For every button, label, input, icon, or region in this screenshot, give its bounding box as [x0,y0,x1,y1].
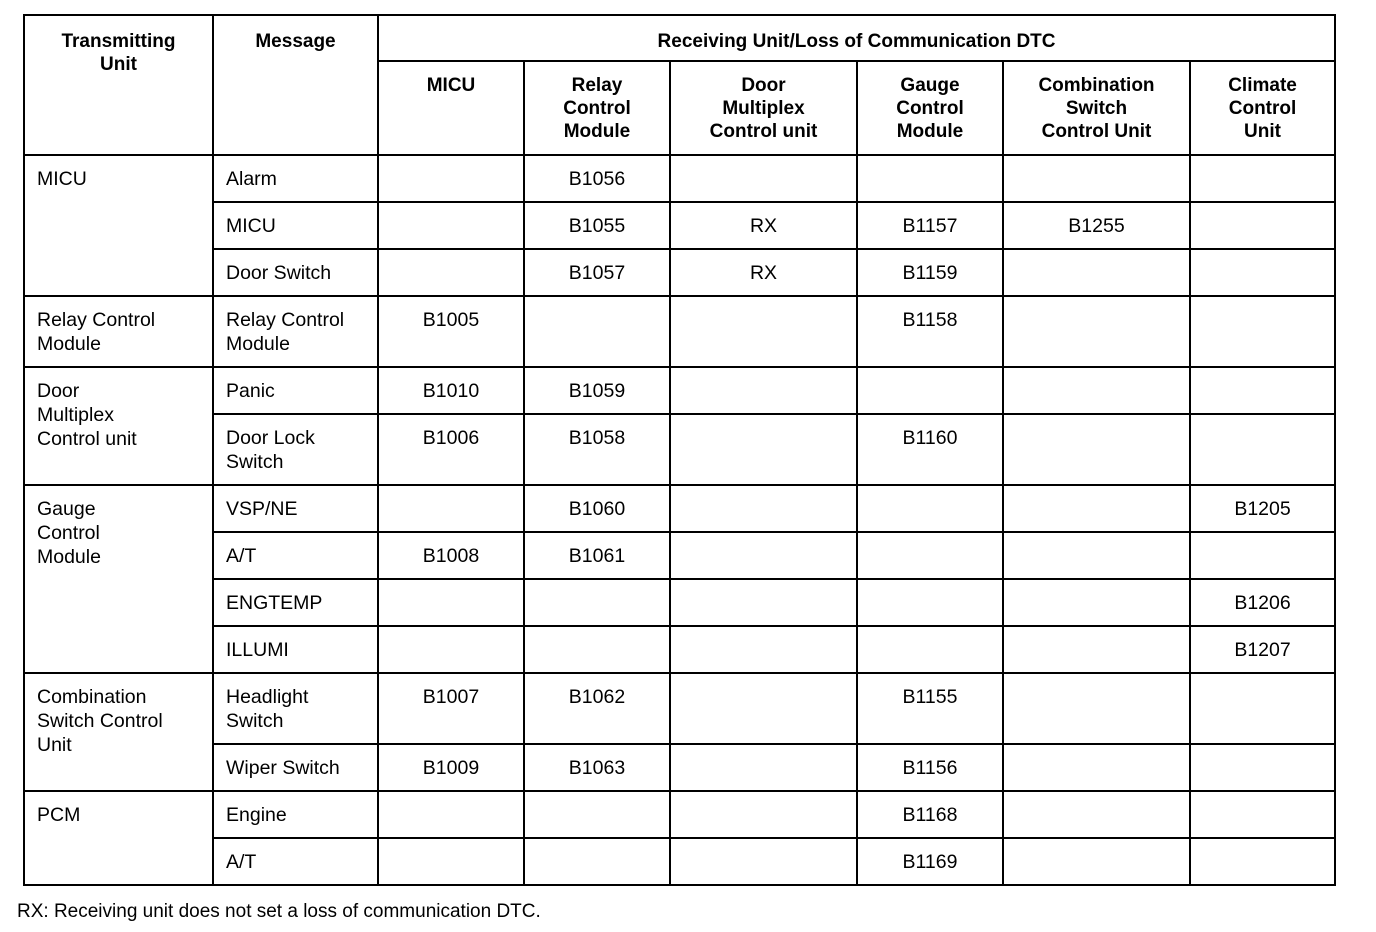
dtc-table-body [24,155,1335,885]
table-row [24,791,1335,838]
dtc-code-cell: B1055 [524,202,670,249]
dtc-code-cell [1190,202,1335,249]
dtc-code-cell [857,532,1003,579]
dtc-code-cell [378,249,524,296]
dtc-code-cell [378,838,524,885]
dtc-code-cell: B1159 [857,249,1003,296]
table-row [24,155,1335,202]
dtc-code-cell [857,367,1003,414]
dtc-code-cell [1003,838,1190,885]
dtc-code-cell: B1057 [524,249,670,296]
dtc-code-cell: B1155 [857,673,1003,744]
message-cell: ILLUMI [213,626,378,673]
dtc-code-cell: B1060 [524,485,670,532]
message-cell: Headlight Switch [213,673,378,744]
table-row [24,532,1335,579]
header-receiver-micu: MICU [378,61,524,155]
dtc-code-cell [1190,414,1335,485]
dtc-code-cell [1190,296,1335,367]
dtc-code-cell: B1059 [524,367,670,414]
dtc-code-cell [378,202,524,249]
dtc-code-cell [670,367,857,414]
table-row [24,367,1335,414]
dtc-code-cell [857,485,1003,532]
dtc-code-cell [378,485,524,532]
dtc-code-cell [1003,296,1190,367]
dtc-code-cell: B1207 [1190,626,1335,673]
dtc-code-cell [1003,485,1190,532]
dtc-code-cell [670,744,857,791]
message-cell: VSP/NE [213,485,378,532]
header-receiver-gauge-control-module: Gauge Control Module [857,61,1003,155]
dtc-code-cell: B1005 [378,296,524,367]
dtc-code-cell: B1206 [1190,579,1335,626]
message-cell: Door Lock Switch [213,414,378,485]
dtc-table [23,14,1336,886]
dtc-code-cell: RX [670,202,857,249]
dtc-code-cell [1003,532,1190,579]
transmitting-unit-cell: Relay Control Module [24,296,213,367]
dtc-code-cell [1003,367,1190,414]
dtc-code-cell [1190,532,1335,579]
table-row [24,579,1335,626]
message-cell: ENGTEMP [213,579,378,626]
message-cell: Engine [213,791,378,838]
table-row [24,249,1335,296]
dtc-code-cell [378,626,524,673]
transmitting-unit-cell: Door Multiplex Control unit [24,367,213,485]
dtc-code-cell [1003,673,1190,744]
dtc-code-cell [1190,838,1335,885]
message-cell: A/T [213,838,378,885]
header-receiver-combination-switch: Combination Switch Control Unit [1003,61,1190,155]
dtc-code-cell [1003,249,1190,296]
dtc-code-cell: B1158 [857,296,1003,367]
dtc-code-cell [1003,414,1190,485]
header-message: Message [213,15,378,155]
dtc-code-cell: B1010 [378,367,524,414]
header-receiver-door-multiplex: Door Multiplex Control unit [670,61,857,155]
dtc-code-cell [1190,155,1335,202]
dtc-code-cell [670,791,857,838]
dtc-code-cell: B1205 [1190,485,1335,532]
dtc-code-cell: B1169 [857,838,1003,885]
dtc-code-cell [857,626,1003,673]
table-row [24,202,1335,249]
dtc-code-cell [1003,744,1190,791]
message-cell: MICU [213,202,378,249]
dtc-code-cell [670,296,857,367]
dtc-code-cell: B1056 [524,155,670,202]
dtc-code-cell: B1007 [378,673,524,744]
dtc-code-cell: B1255 [1003,202,1190,249]
dtc-code-cell: B1062 [524,673,670,744]
dtc-code-cell [857,155,1003,202]
header-receiver-relay-control-module: Relay Control Module [524,61,670,155]
dtc-code-cell [1003,791,1190,838]
dtc-code-cell: B1160 [857,414,1003,485]
dtc-code-cell [524,791,670,838]
dtc-code-cell [670,532,857,579]
dtc-code-cell: B1009 [378,744,524,791]
table-row [24,744,1335,791]
dtc-code-cell [1190,744,1335,791]
dtc-code-cell: B1006 [378,414,524,485]
dtc-code-cell [857,579,1003,626]
message-cell: Relay Control Module [213,296,378,367]
dtc-code-cell: B1156 [857,744,1003,791]
dtc-code-cell [378,579,524,626]
dtc-code-cell [524,838,670,885]
dtc-code-cell [670,579,857,626]
message-cell: Alarm [213,155,378,202]
table-row [24,414,1335,485]
dtc-code-cell [670,838,857,885]
message-cell: Wiper Switch [213,744,378,791]
table-row [24,673,1335,744]
dtc-code-cell: B1157 [857,202,1003,249]
dtc-code-cell [1003,579,1190,626]
dtc-code-cell [524,579,670,626]
header-transmitting-unit: Transmitting Unit [24,15,213,155]
dtc-table-container [23,14,1334,886]
dtc-code-cell: RX [670,249,857,296]
dtc-code-cell: B1168 [857,791,1003,838]
dtc-code-cell [1190,673,1335,744]
transmitting-unit-cell: MICU [24,155,213,296]
dtc-code-cell [1190,791,1335,838]
message-cell: Panic [213,367,378,414]
table-row [24,838,1335,885]
table-row [24,485,1335,532]
dtc-code-cell: B1061 [524,532,670,579]
transmitting-unit-cell: Gauge Control Module [24,485,213,673]
footnote: RX: Receiving unit does not set a loss of communication DTC. [17,901,541,922]
dtc-code-cell: B1063 [524,744,670,791]
table-row [24,626,1335,673]
dtc-code-cell [524,626,670,673]
dtc-code-cell [670,485,857,532]
dtc-code-cell [670,673,857,744]
dtc-code-cell [1190,367,1335,414]
dtc-code-cell [1003,626,1190,673]
dtc-code-cell: B1058 [524,414,670,485]
dtc-code-cell: B1008 [378,532,524,579]
dtc-code-cell [1190,249,1335,296]
message-cell: Door Switch [213,249,378,296]
dtc-code-cell [524,296,670,367]
table-row [24,296,1335,367]
dtc-code-cell [670,414,857,485]
dtc-code-cell [378,791,524,838]
dtc-code-cell [670,626,857,673]
transmitting-unit-cell: PCM [24,791,213,885]
dtc-code-cell [378,155,524,202]
dtc-code-cell [670,155,857,202]
header-receiver-climate-control: Climate Control Unit [1190,61,1335,155]
dtc-code-cell [1003,155,1190,202]
header-receiving-group: Receiving Unit/Loss of Communication DTC [378,15,1335,61]
transmitting-unit-cell: Combination Switch Control Unit [24,673,213,791]
message-cell: A/T [213,532,378,579]
